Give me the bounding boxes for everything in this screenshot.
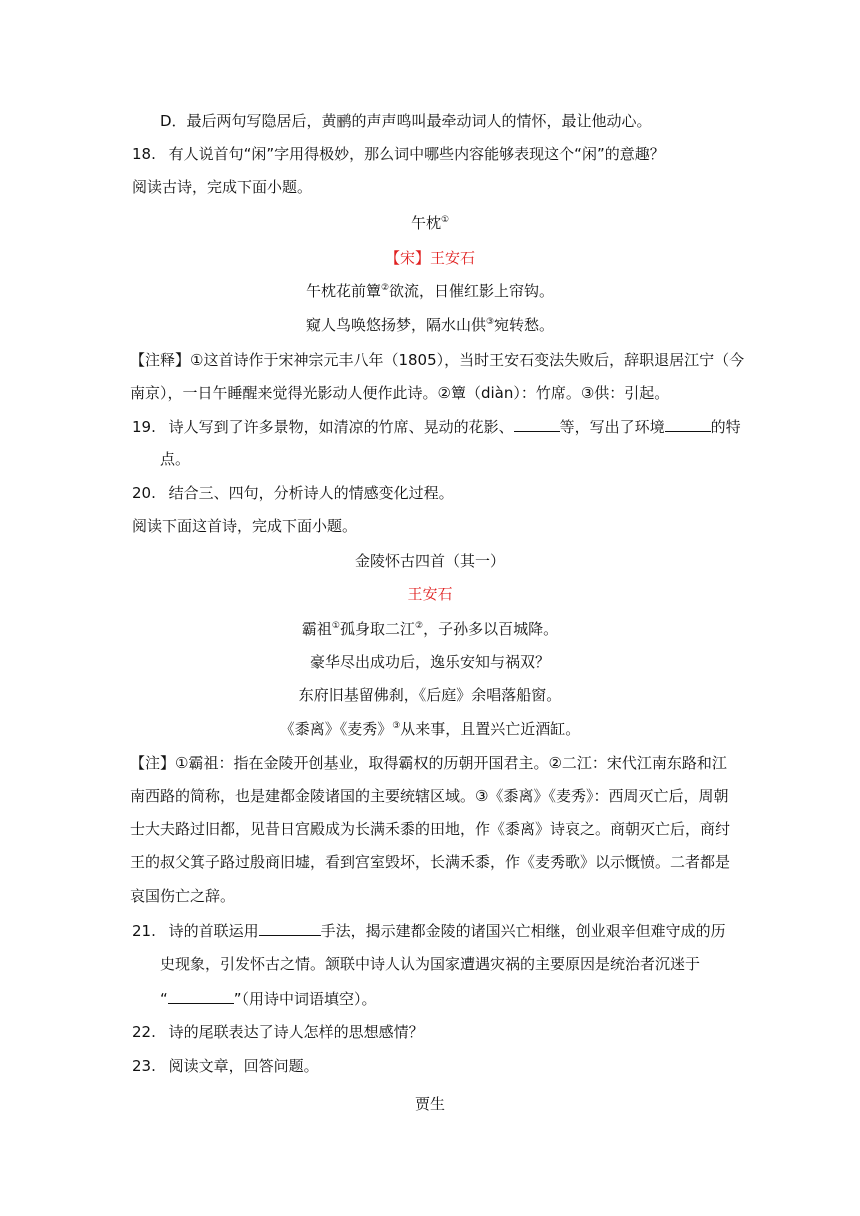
q17-option-d: D．最后两句写隐居后，黄鹂的声声鸣叫最牵动词人的情怀，最让他动心。 <box>160 112 652 130</box>
answer-blank[interactable] <box>259 919 321 936</box>
question-21-continued: “ ”（用诗中词语填空）。 <box>160 987 377 1010</box>
footnote-marker: ③ <box>485 317 495 327</box>
answer-blank[interactable] <box>168 987 234 1004</box>
poem-line: 东府旧基留佛刹，《后庭》余唱落船窗。 <box>298 686 562 704</box>
poem-line: 午枕花前簟②欲流，日催红影上帘钩。 <box>305 282 555 300</box>
poem-notes: 哀国伤亡之辞。 <box>130 887 236 905</box>
question-text: 诗人写到了许多景物，如清凉的竹席、晃动的花影、 <box>168 418 514 436</box>
poem-title: 金陵怀古四首（其一） <box>354 552 505 570</box>
poem-line: 窥人鸟唤悠扬梦，隔水山供③宛转愁。 <box>305 316 555 334</box>
footnote-marker: ② <box>380 283 390 293</box>
question-number: 19. <box>132 418 156 436</box>
question-text: 诗的首联运用 <box>168 922 259 940</box>
question-text: 诗的尾联表达了诗人怎样的思想感情？ <box>168 1023 424 1041</box>
reading-instruction: 阅读古诗，完成下面小题。 <box>132 178 313 196</box>
question-text: 结合三、四句，分析诗人的情感变化过程。 <box>168 484 454 502</box>
question-number: 23. <box>132 1057 156 1075</box>
question-18 <box>132 143 665 165</box>
question-number: 20. <box>132 484 156 502</box>
poem-line: 豪华尽出成功后，逸乐安知与祸双？ <box>309 653 550 671</box>
poem-title: 午枕① <box>410 214 450 232</box>
question-number: 21. <box>132 922 156 940</box>
question-23 <box>132 1055 319 1077</box>
answer-blank[interactable] <box>514 415 560 432</box>
question-number: 22. <box>132 1023 156 1041</box>
question-21-continued: 史现象，引发怀古之情。颔联中诗人认为国家遭遇灾祸的主要原因是统治者沉迷于 <box>160 955 701 973</box>
answer-blank[interactable] <box>665 415 711 432</box>
question-text: 有人说首句“闲”字用得极妙，那么词中哪些内容能够表现这个“闲”的意趣？ <box>168 145 665 163</box>
question-text: 等，写出了环境 <box>559 418 665 436</box>
question-22 <box>132 1021 424 1043</box>
poem-notes: 南京），一日午睡醒来觉得光影动人便作此诗。②簟（diàn）：竹席。③供：引起。 <box>130 384 670 402</box>
article-title: 贾生 <box>414 1095 445 1113</box>
question-19 <box>132 415 741 438</box>
reading-instruction: 阅读下面这首诗，完成下面小题。 <box>132 517 358 535</box>
question-text: 手法，揭示建都金陵的诸国兴亡相继，创业艰辛但难守成的历 <box>320 922 726 940</box>
poem-author: 王安石 <box>407 585 453 603</box>
poem-notes: 【注释】①这首诗作于宋神宗元丰八年（1805），当时王安石变法失败后，辞职退居江宁（今 <box>130 351 745 369</box>
question-number: 18. <box>132 145 156 163</box>
poem-notes: 南西路的简称，也是建都金陵诸国的主要统辖区域。③《黍离》《麦秀》：西周灭亡后，周朝 <box>130 787 729 805</box>
footnote-marker: ① <box>331 621 340 631</box>
question-text: 阅读文章，回答问题。 <box>168 1057 319 1075</box>
footnote-marker: ③ <box>392 721 401 731</box>
question-19-continued: 点。 <box>160 450 191 468</box>
poem-line: 《黍离》《麦秀》③从来事，且置兴亡近酒缸。 <box>279 720 581 738</box>
question-21 <box>132 919 726 942</box>
poem-author: 【宋】王安石 <box>384 249 475 267</box>
poem-notes: 士大夫路过旧都，见昔日宫殿成为长满禾黍的田地，作《黍离》诗哀之。商朝灭亡后，商纣 <box>130 820 731 838</box>
footnote-marker: ② <box>415 621 424 631</box>
footnote-marker: ① <box>440 215 450 225</box>
question-20 <box>132 482 454 504</box>
question-text: 的特 <box>710 418 741 436</box>
poem-notes: 【注】①霸祖：指在金陵开创基业，取得霸权的历朝开国君主。②二江：宋代江南东路和江 <box>130 754 727 772</box>
poem-line: 霸祖①孤身取二江②，子孙多以百城降。 <box>301 620 559 638</box>
poem-notes: 王的叔父箕子路过殷商旧墟，看到宫室毁坏，长满禾黍，作《麦秀歌》以示慨愤。二者都是 <box>130 853 731 871</box>
